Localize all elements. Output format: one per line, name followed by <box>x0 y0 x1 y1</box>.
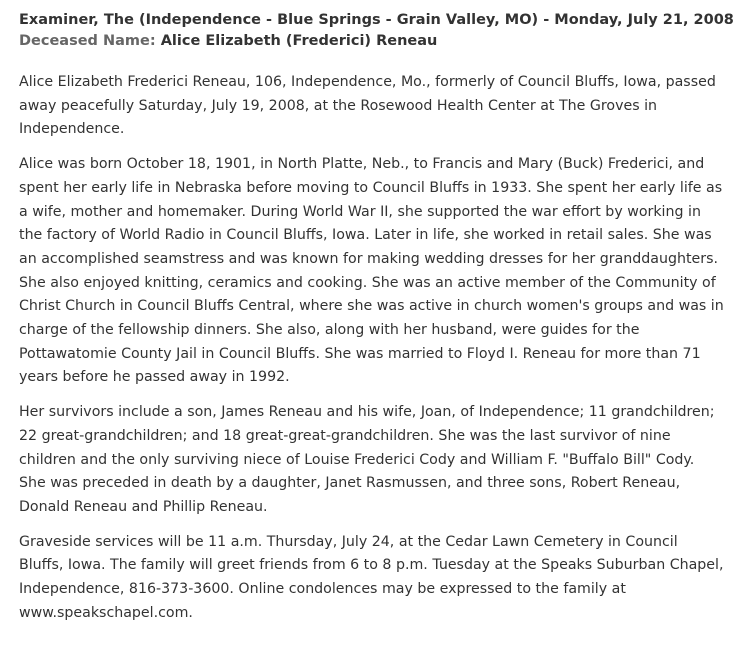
article-paragraph: Graveside services will be 11 a.m. Thursday, July 24, at the Cedar Lawn Cemetery in Council Bluffs, Iowa. The family will greet friends from 6 to 8 p.m. Tuesday at the Speaks Suburban Chapel, Independence, 816-373-3600. Online condolences may be expressed to the family at www.speakschapel.com. <box>19 533 724 621</box>
deceased-name: Alice Elizabeth (Frederici) Reneau <box>160 33 438 49</box>
article-paragraph: Alice Elizabeth Frederici Reneau, 106, Independence, Mo., formerly of Council Bluffs, Iowa, passed away peacefully Saturday, July 19, 2008, at the Rosewood Health Center at The Groves in Independence. <box>19 74 716 138</box>
deceased-name-label: Deceased Name: <box>19 33 156 49</box>
deceased-name-line <box>19 31 731 52</box>
article-paragraph: Alice was born October 18, 1901, in North Platte, Neb., to Francis and Mary (Buck) Frederici, and spent her early life in Nebraska before moving to Council Bluffs in 1933. She spent her early life as a wife, mother and homemaker. During World War II, she supported the war effort by working in the factory of World Radio in Council Bluffs, Iowa. Later in life, she worked in retail sales. She was an accomplished seamstress and was known for making wedding dresses for her granddaughters. She also enjoyed knitting, ceramics and cooking. She was an active member of the Community of Christ Church in Council Bluffs Central, where she was active in church women's groups and was in charge of the fellowship dinners. She also, along with her husband, were guides for the Pottawatomie County Jail in Council Bluffs. She was married to Floyd I. Reneau for more than 71 years before he passed away in 1992. <box>19 156 724 386</box>
publication-source-line: Examiner, The (Independence - Blue Springs - Grain Valley, MO) - Monday, July 21, 2008 <box>19 12 734 28</box>
obituary-article <box>19 71 724 625</box>
article-paragraph: Her survivors include a son, James Reneau and his wife, Joan, of Independence; 11 grandchildren; 22 great-grandchildren; and 18 great-great-grandchildren. She was the last survivor of nine children and the only surviving niece of Louise Frederici Cody and William F. "Buffalo Bill" Cody. She was preceded in death by a daughter, Janet Rasmussen, and three sons, Robert Reneau, Donald Reneau and Phillip Reneau. <box>19 404 715 515</box>
